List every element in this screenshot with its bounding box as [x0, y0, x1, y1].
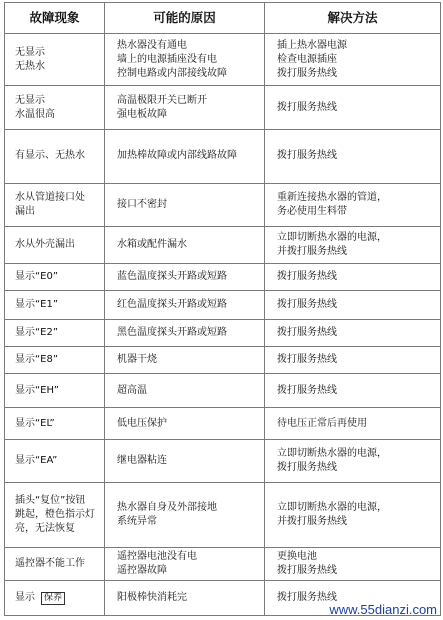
- cause-line: 低电压保护: [117, 417, 167, 429]
- cause-line: 水箱或配件漏水: [117, 238, 187, 250]
- cell-solution: [265, 226, 441, 263]
- cell-solution: [265, 482, 441, 547]
- table-row: [5, 440, 441, 482]
- symptom-line: 无显示: [15, 94, 45, 106]
- symptom-line: 无热水: [15, 60, 45, 72]
- cause-line: 蓝色温度探头开路或短路: [117, 270, 227, 282]
- solution-line: 拨打服务热线: [277, 298, 337, 310]
- cause-line: 强电板故障: [117, 108, 167, 120]
- symptom-line: 插头“复位”按钮: [15, 494, 86, 506]
- solution-line: 拨打服务热线: [277, 67, 337, 79]
- troubleshooting-table: [4, 2, 441, 616]
- cell-symptom: [5, 34, 105, 86]
- watermark: www.55dianzi.com: [329, 602, 437, 617]
- solution-line: 拨打服务热线: [277, 592, 337, 604]
- cause-line: 高温极限开关已断开: [117, 94, 207, 106]
- cell-cause: [105, 581, 265, 616]
- symptom-line: 显示“E1”: [15, 298, 59, 310]
- header-symptom: 故障现象: [5, 3, 105, 34]
- cell-symptom: [5, 183, 105, 226]
- table-row: [5, 407, 441, 440]
- cell-solution: [265, 320, 441, 347]
- cause-line: 遥控器电池没有电: [117, 550, 197, 562]
- cause-line: 墙上的电源插座没有电: [117, 53, 217, 65]
- cause-line: 黑色温度探头开路或短路: [117, 327, 227, 339]
- table-row: [5, 547, 441, 581]
- cell-symptom: [5, 440, 105, 482]
- solution-line: 插上热水器电源: [277, 39, 347, 51]
- cell-solution: [265, 290, 441, 319]
- symptom-line: 显示: [15, 592, 35, 604]
- table-row: [5, 34, 441, 86]
- cell-cause: [105, 407, 265, 440]
- cell-cause: [105, 34, 265, 86]
- solution-line: 拨打服务热线: [277, 564, 337, 576]
- cell-solution: [265, 374, 441, 408]
- cell-symptom: [5, 130, 105, 183]
- solution-line: 立即切断热水器的电源，: [277, 501, 387, 513]
- cell-solution: [265, 347, 441, 374]
- symptom-line: 显示“E2”: [15, 327, 59, 339]
- symptom-line: 显示“EL”: [15, 417, 55, 429]
- cell-symptom: [5, 407, 105, 440]
- cell-solution: [265, 440, 441, 482]
- header-row: [5, 3, 441, 34]
- cell-symptom: [5, 547, 105, 581]
- solution-line: 拨打服务热线: [277, 461, 337, 473]
- solution-line: 拨打服务热线: [277, 384, 337, 396]
- cell-solution: [265, 263, 441, 290]
- cell-cause: [105, 440, 265, 482]
- cell-cause: [105, 547, 265, 581]
- solution-line: 待电压正常后再使用: [277, 417, 367, 429]
- solution-line: 务必使用生料带: [277, 205, 347, 217]
- cell-solution: [265, 130, 441, 183]
- table-row: [5, 290, 441, 319]
- symptom-line: 显示“E0”: [15, 270, 59, 282]
- symptom-line: 遥控器不能工作: [15, 557, 85, 569]
- solution-line: 拨打服务热线: [277, 101, 337, 113]
- cell-symptom: [5, 320, 105, 347]
- cell-symptom: [5, 581, 105, 616]
- cell-symptom: [5, 263, 105, 290]
- solution-line: 拨打服务热线: [277, 150, 337, 162]
- table-row: [5, 86, 441, 130]
- cause-line: 超高温: [117, 384, 147, 396]
- cell-symptom: [5, 482, 105, 547]
- table-row: [5, 183, 441, 226]
- cause-line: 热水器没有通电: [117, 39, 187, 51]
- cell-cause: [105, 320, 265, 347]
- solution-line: 更换电池: [277, 550, 317, 562]
- cause-line: 阳极棒快消耗完: [117, 592, 187, 604]
- cell-cause: [105, 226, 265, 263]
- cause-line: 红色温度探头开路或短路: [117, 298, 227, 310]
- cause-line: 热水器自身及外部接地: [117, 501, 217, 513]
- cell-cause: [105, 482, 265, 547]
- cell-solution: [265, 34, 441, 86]
- cell-cause: [105, 290, 265, 319]
- cause-line: 接口不密封: [117, 198, 167, 210]
- symptom-line: 亮，无法恢复: [15, 522, 75, 534]
- symptom-line: 显示“EA”: [15, 454, 58, 466]
- cell-symptom: [5, 347, 105, 374]
- cause-line: 加热棒故障或内部线路故障: [117, 150, 237, 162]
- table-row: [5, 130, 441, 183]
- table-body: [5, 34, 441, 616]
- cause-line: 机器干烧: [117, 354, 157, 366]
- solution-line: 拨打服务热线: [277, 327, 337, 339]
- table-row: [5, 226, 441, 263]
- symptom-line: 跳起，橙色指示灯: [15, 508, 95, 520]
- cause-line: 控制电路或内部接线故障: [117, 67, 227, 79]
- solution-line: 检查电源插座: [277, 53, 337, 65]
- cell-symptom: [5, 374, 105, 408]
- solution-line: 并拨打服务热线: [277, 245, 347, 257]
- cell-cause: [105, 183, 265, 226]
- table-row: [5, 320, 441, 347]
- maintenance-badge: 保养: [41, 592, 65, 605]
- table-row: [5, 347, 441, 374]
- symptom-line: 水从管道接口处: [15, 191, 85, 203]
- cell-symptom: [5, 86, 105, 130]
- cell-cause: [105, 263, 265, 290]
- header-solution: 解决方法: [265, 3, 441, 34]
- table-row: [5, 374, 441, 408]
- symptom-line: 水温很高: [15, 108, 55, 120]
- header-cause: 可能的原因: [105, 3, 265, 34]
- cell-cause: [105, 130, 265, 183]
- symptom-line: 漏出: [15, 205, 35, 217]
- cell-solution: [265, 407, 441, 440]
- cell-cause: [105, 347, 265, 374]
- cell-cause: [105, 86, 265, 130]
- symptom-line: 显示“E8”: [15, 354, 59, 366]
- cell-cause: [105, 374, 265, 408]
- cell-solution: [265, 183, 441, 226]
- solution-line: 并拨打服务热线: [277, 515, 347, 527]
- solution-line: 拨打服务热线: [277, 270, 337, 282]
- symptom-line: 无显示: [15, 46, 45, 58]
- symptom-line: 显示“EH”: [15, 384, 59, 396]
- cell-symptom: [5, 290, 105, 319]
- cause-line: 系统异常: [117, 515, 157, 527]
- solution-line: 立即切断热水器的电源，: [277, 231, 387, 243]
- solution-line: 拨打服务热线: [277, 354, 337, 366]
- solution-line: 重新连接热水器的管道，: [277, 191, 387, 203]
- cause-line: 遥控器故障: [117, 564, 167, 576]
- table-row: [5, 263, 441, 290]
- cell-symptom: [5, 226, 105, 263]
- symptom-line: 水从外壳漏出: [15, 238, 75, 250]
- cause-line: 继电器粘连: [117, 454, 167, 466]
- table-row: [5, 482, 441, 547]
- cell-solution: [265, 86, 441, 130]
- solution-line: 立即切断热水器的电源，: [277, 447, 387, 459]
- cell-solution: [265, 547, 441, 581]
- symptom-line: 有显示、无热水: [15, 150, 85, 162]
